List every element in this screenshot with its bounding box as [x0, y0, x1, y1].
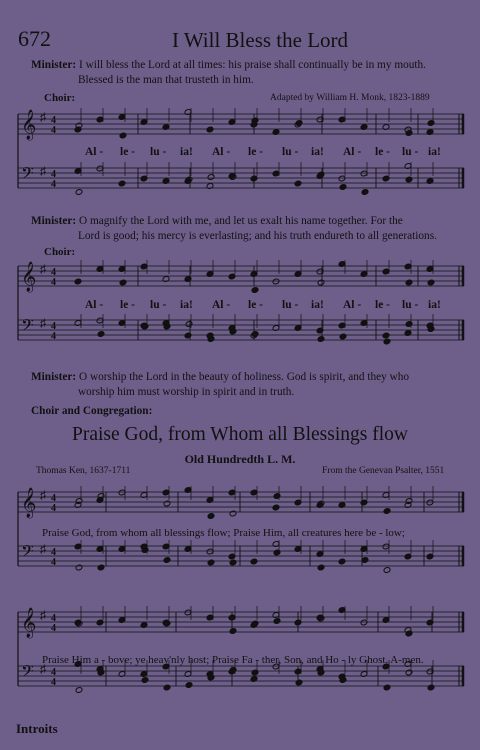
- note: [97, 331, 105, 338]
- note: [163, 557, 171, 564]
- note: [185, 682, 193, 689]
- syllable: Al -: [85, 146, 104, 158]
- sharp-icon: ♯: [40, 662, 46, 676]
- note: [207, 174, 215, 181]
- svg-text:4: 4: [51, 547, 56, 558]
- svg-text:4: 4: [51, 277, 56, 288]
- note: [427, 684, 435, 691]
- svg-text:4: 4: [51, 667, 56, 678]
- treble-clef-icon: 𝄞: [21, 608, 37, 637]
- note: [229, 667, 237, 674]
- note: [339, 184, 347, 191]
- note: [426, 553, 434, 560]
- section-footer: Introits: [16, 721, 58, 736]
- note: [294, 619, 302, 626]
- note: [229, 510, 237, 517]
- treble-clef-icon: 𝄞: [21, 262, 37, 291]
- note: [118, 180, 126, 187]
- note: [97, 493, 105, 500]
- note: [383, 567, 391, 574]
- sharp-icon: ♯: [40, 164, 46, 178]
- note: [229, 628, 237, 635]
- sharp-icon: ♯: [40, 316, 46, 330]
- minister-response-1: [31, 58, 426, 88]
- syllable: ia!: [311, 146, 324, 158]
- staff: [18, 486, 464, 519]
- syllable: ia!: [180, 146, 193, 158]
- svg-text:4: 4: [51, 321, 56, 332]
- note: [272, 278, 280, 285]
- note: [405, 176, 413, 183]
- response-text: I will bless the Lord at all times: his praise shall continually be in my mouth.: [79, 59, 427, 71]
- note: [251, 620, 259, 627]
- svg-text:4: 4: [51, 623, 56, 634]
- note: [383, 684, 391, 691]
- note: [405, 130, 413, 137]
- note: [339, 333, 347, 340]
- response-label: Minister:: [31, 371, 77, 383]
- bass-clef-icon: 𝄢: [21, 317, 34, 339]
- response-text: O worship the Lord in the beauty of holiness. God is spirit, and they who: [79, 371, 410, 383]
- note: [229, 559, 237, 566]
- syllable: Al -: [85, 299, 104, 311]
- minister-response-2: [31, 214, 437, 244]
- note: [97, 564, 105, 571]
- svg-text:4: 4: [51, 179, 56, 190]
- response-text: O magnify the Lord with me, and let us exalt his name together. For the: [79, 215, 403, 227]
- note: [382, 332, 390, 339]
- response-text-2: Lord is good; his mercy is everlasting; and his truth endureth to all generations.: [78, 230, 437, 242]
- doxology-lyrics-1: Praise God, from whom all blessings flow; Praise Him, all creatures here be - low;: [42, 527, 405, 539]
- svg-text:4: 4: [51, 169, 56, 180]
- note: [338, 175, 346, 182]
- note: [75, 498, 83, 505]
- note: [207, 559, 215, 566]
- note: [426, 619, 434, 626]
- staff: [18, 108, 464, 139]
- doxology-title: Praise God, from Whom all Blessings flow: [72, 424, 408, 445]
- svg-text:4: 4: [51, 503, 56, 514]
- hymn-title: I Will Bless the Lord: [171, 28, 349, 52]
- syllable: le -: [120, 299, 136, 311]
- note: [404, 553, 412, 560]
- svg-text:4: 4: [51, 115, 56, 126]
- svg-text:4: 4: [51, 267, 56, 278]
- note: [75, 189, 83, 196]
- syllable: ia!: [428, 146, 441, 158]
- note: [184, 332, 192, 339]
- note: [119, 132, 127, 139]
- svg-text:4: 4: [51, 677, 56, 688]
- choir-label-2: Choir:: [44, 246, 76, 258]
- note: [141, 677, 149, 684]
- note: [405, 498, 413, 505]
- syllable: le -: [248, 146, 264, 158]
- note: [405, 669, 413, 676]
- note: [119, 279, 127, 286]
- note: [228, 553, 236, 560]
- bass-clef-icon: 𝄢: [21, 165, 34, 187]
- staff: [18, 606, 464, 637]
- note: [251, 331, 259, 338]
- note: [75, 564, 83, 571]
- note: [405, 279, 413, 286]
- note: [273, 493, 281, 500]
- staff: [18, 314, 464, 345]
- response-label: Minister:: [31, 59, 77, 71]
- note: [360, 499, 368, 506]
- note: [316, 327, 324, 334]
- response-text-2: Blessed is the man that trusteth in him.: [78, 74, 254, 86]
- note: [426, 499, 434, 506]
- doxology-lyrics-2: Praise Him a - bove; ye heav'nly host; Praise Fa - ther, Son, and Ho - ly Ghost. A-men.: [42, 654, 424, 666]
- sharp-icon: ♯: [40, 488, 46, 502]
- note: [338, 558, 346, 565]
- note: [427, 279, 435, 286]
- note: [317, 171, 325, 178]
- note: [207, 513, 215, 520]
- syllable: le -: [375, 146, 391, 158]
- note: [317, 336, 325, 343]
- syllable: lu -: [282, 299, 299, 311]
- tune-source: From the Genevan Psalter, 1551: [322, 466, 445, 476]
- note: [250, 175, 258, 182]
- hymn-number: 672: [18, 26, 51, 51]
- tune-name: Old Hundredth L. M.: [184, 452, 296, 466]
- note: [361, 189, 369, 196]
- syllable: lu -: [150, 146, 167, 158]
- note: [382, 175, 390, 182]
- note: [185, 321, 193, 328]
- bass-clef-icon: 𝄢: [21, 543, 34, 565]
- sharp-icon: ♯: [40, 542, 46, 556]
- minister-response-3: [31, 370, 409, 400]
- note: [360, 619, 368, 626]
- syllable: ia!: [428, 299, 441, 311]
- text-author: Thomas Ken, 1637-1711: [36, 466, 131, 476]
- svg-text:4: 4: [51, 613, 56, 624]
- note: [251, 117, 259, 124]
- choir-label-1: Choir:: [44, 92, 76, 104]
- note: [427, 120, 435, 127]
- note: [140, 175, 148, 182]
- syllable: Al -: [343, 299, 362, 311]
- note: [294, 180, 302, 187]
- note: [250, 558, 258, 565]
- sharp-icon: ♯: [40, 608, 46, 622]
- sharp-icon: ♯: [40, 262, 46, 276]
- note: [383, 338, 391, 345]
- note: [317, 279, 325, 286]
- note: [405, 321, 413, 328]
- note: [294, 499, 302, 506]
- syllable: lu -: [282, 146, 299, 158]
- staff: [18, 162, 464, 195]
- note: [96, 619, 104, 626]
- bass-clef-icon: 𝄢: [21, 663, 34, 685]
- svg-text:4: 4: [51, 125, 56, 136]
- note: [317, 564, 325, 571]
- syllable: lu -: [402, 146, 419, 158]
- svg-text:4: 4: [51, 493, 56, 504]
- note: [75, 122, 83, 129]
- note: [206, 126, 214, 133]
- note: [273, 549, 281, 556]
- note: [74, 278, 82, 285]
- music-credit: Adapted by William H. Monk, 1823-1889: [270, 93, 430, 103]
- syllable: le -: [120, 146, 136, 158]
- note: [295, 120, 303, 127]
- note: [228, 273, 236, 280]
- choir-congregation-label: Choir and Congregation:: [31, 405, 153, 417]
- note: [75, 687, 83, 694]
- syllable: le -: [375, 299, 391, 311]
- staff: [18, 540, 464, 573]
- note: [295, 679, 303, 686]
- note: [273, 618, 281, 625]
- svg-text:4: 4: [51, 557, 56, 568]
- note: [251, 287, 259, 294]
- treble-clef-icon: 𝄞: [21, 488, 37, 517]
- syllable: Al -: [343, 146, 362, 158]
- note: [405, 630, 413, 637]
- note: [272, 504, 280, 511]
- sharp-icon: ♯: [40, 110, 46, 124]
- syllable: Al -: [212, 299, 231, 311]
- response-text-2: worship him must worship in spirit and in truth.: [78, 386, 295, 398]
- syllable: ia!: [311, 299, 324, 311]
- syllable: Al -: [212, 146, 231, 158]
- note: [163, 684, 171, 691]
- note: [251, 669, 259, 676]
- note: [383, 508, 391, 515]
- note: [163, 500, 171, 507]
- syllable: le -: [248, 299, 264, 311]
- response-label: Minister:: [31, 215, 77, 227]
- syllable: lu -: [402, 299, 419, 311]
- staff: [18, 260, 464, 293]
- syllable: lu -: [150, 299, 167, 311]
- syllable: ia!: [180, 299, 193, 311]
- svg-text:4: 4: [51, 331, 56, 342]
- treble-clef-icon: 𝄞: [21, 110, 37, 139]
